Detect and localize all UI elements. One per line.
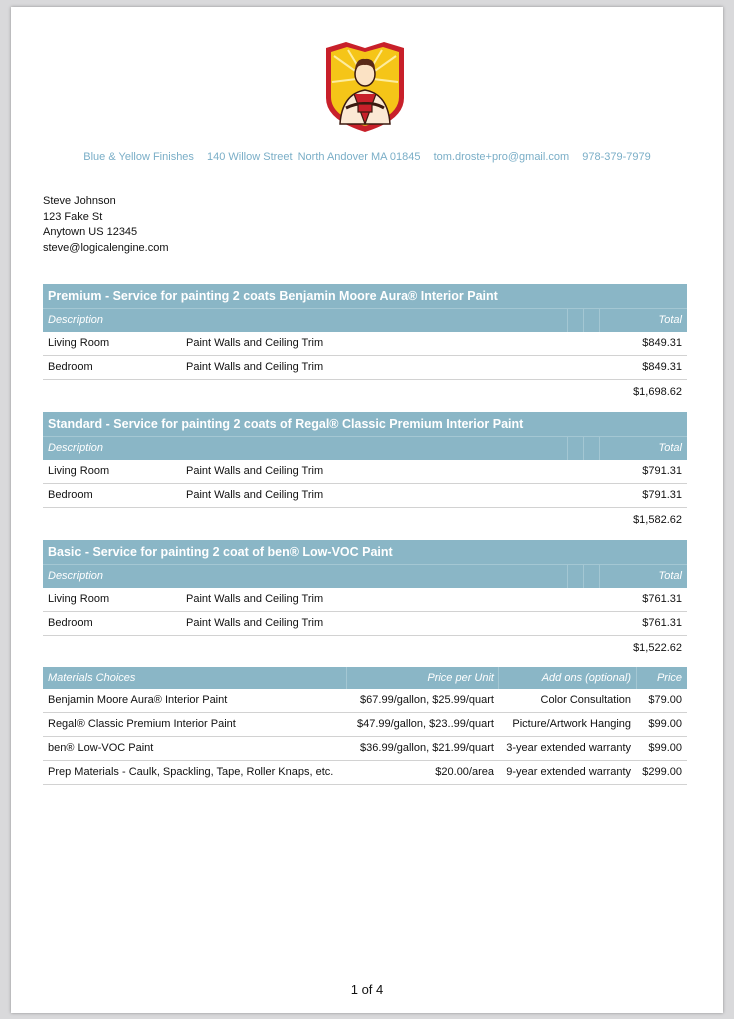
option-standard	[43, 412, 687, 532]
room-name: Living Room	[48, 337, 110, 349]
material-choice: Regal® Classic Premium Interior Paint	[48, 718, 236, 730]
addon-name: 3-year extended warranty	[506, 742, 631, 754]
option-header-row	[43, 308, 687, 332]
document-page	[11, 7, 723, 1013]
room-name: Bedroom	[48, 361, 93, 373]
row-total: $761.31	[642, 593, 682, 605]
client-email[interactable]: steve@logicalengine.com	[43, 241, 169, 254]
client-address	[43, 194, 169, 256]
col-description: Description	[48, 570, 104, 582]
addon-name: Color Consultation	[540, 694, 631, 706]
col-price: Price	[656, 672, 682, 684]
room-name: Living Room	[48, 593, 110, 605]
col-materials-choices: Materials Choices	[48, 672, 136, 684]
col-total: Total	[658, 442, 682, 454]
company-name: Blue & Yellow Finishes	[83, 151, 194, 163]
col-price-per-unit: Price per Unit	[427, 672, 494, 684]
task-description: Paint Walls and Ceiling Trim	[186, 361, 324, 373]
table-row	[43, 460, 687, 484]
addon-price: $79.00	[648, 694, 682, 706]
table-row	[43, 713, 687, 737]
material-unit-price: $20.00/area	[435, 766, 494, 778]
table-row	[43, 612, 687, 636]
client-street: 123 Fake St	[43, 210, 103, 223]
option-title: Basic - Service for painting 2 coat of ben® Low-VOC Paint	[43, 540, 687, 564]
material-unit-price: $36.99/gallon, $21.99/quart	[360, 742, 494, 754]
col-total: Total	[658, 314, 682, 326]
materials-header-row	[43, 667, 687, 689]
client-name: Steve Johnson	[43, 195, 116, 207]
task-description: Paint Walls and Ceiling Trim	[186, 489, 324, 501]
table-row	[43, 332, 687, 356]
row-total: $761.31	[642, 617, 682, 629]
material-choice: Prep Materials - Caulk, Spackling, Tape, Roller Knaps, etc.	[48, 766, 334, 778]
option-header-row	[43, 436, 687, 460]
option-title: Standard - Service for painting 2 coats of Regal® Classic Premium Interior Paint	[43, 412, 687, 436]
company-email[interactable]: tom.droste+pro@gmail.com	[433, 151, 570, 163]
row-total: $849.31	[642, 361, 682, 373]
addon-price: $99.00	[648, 742, 682, 754]
company-contact-line	[11, 151, 723, 163]
option-sum: $1,522.62	[633, 642, 682, 654]
addon-name: Picture/Artwork Hanging	[512, 718, 631, 730]
option-header-row	[43, 564, 687, 588]
material-choice: Benjamin Moore Aura® Interior Paint	[48, 694, 228, 706]
table-row	[43, 484, 687, 508]
task-description: Paint Walls and Ceiling Trim	[186, 593, 324, 605]
row-total: $791.31	[642, 465, 682, 477]
option-basic	[43, 540, 687, 660]
page-number: 1 of 4	[350, 982, 384, 997]
room-name: Bedroom	[48, 489, 93, 501]
task-description: Paint Walls and Ceiling Trim	[186, 465, 324, 477]
table-row	[43, 761, 687, 785]
room-name: Living Room	[48, 465, 110, 477]
row-total: $791.31	[642, 489, 682, 501]
table-row	[43, 689, 687, 713]
company-city: North Andover MA 01845	[297, 151, 421, 163]
company-address: 140 Willow Street	[207, 151, 293, 163]
option-sum: $1,698.62	[633, 386, 682, 398]
addon-price: $299.00	[642, 766, 682, 778]
task-description: Paint Walls and Ceiling Trim	[186, 617, 324, 629]
col-total: Total	[658, 570, 682, 582]
row-total: $849.31	[642, 337, 682, 349]
col-description: Description	[48, 314, 104, 326]
company-phone[interactable]: 978-379-7979	[582, 151, 651, 163]
option-sum: $1,582.62	[633, 514, 682, 526]
col-addons: Add ons (optional)	[541, 672, 631, 684]
material-unit-price: $47.99/gallon, $23..99/quart	[356, 718, 494, 730]
table-row	[43, 588, 687, 612]
table-row	[43, 737, 687, 761]
col-description: Description	[48, 442, 104, 454]
addon-name: 9-year extended warranty	[506, 766, 631, 778]
client-city: Anytown US 12345	[43, 226, 138, 238]
option-premium	[43, 284, 687, 404]
material-choice: ben® Low-VOC Paint	[48, 742, 154, 754]
addon-price: $99.00	[648, 718, 682, 730]
task-description: Paint Walls and Ceiling Trim	[186, 337, 324, 349]
room-name: Bedroom	[48, 617, 93, 629]
table-row	[43, 356, 687, 380]
materials-table	[43, 667, 687, 785]
painter-logo	[322, 38, 408, 134]
material-unit-price: $67.99/gallon, $25.99/quart	[360, 694, 494, 706]
option-title: Premium - Service for painting 2 coats Benjamin Moore Aura® Interior Paint	[43, 284, 687, 308]
